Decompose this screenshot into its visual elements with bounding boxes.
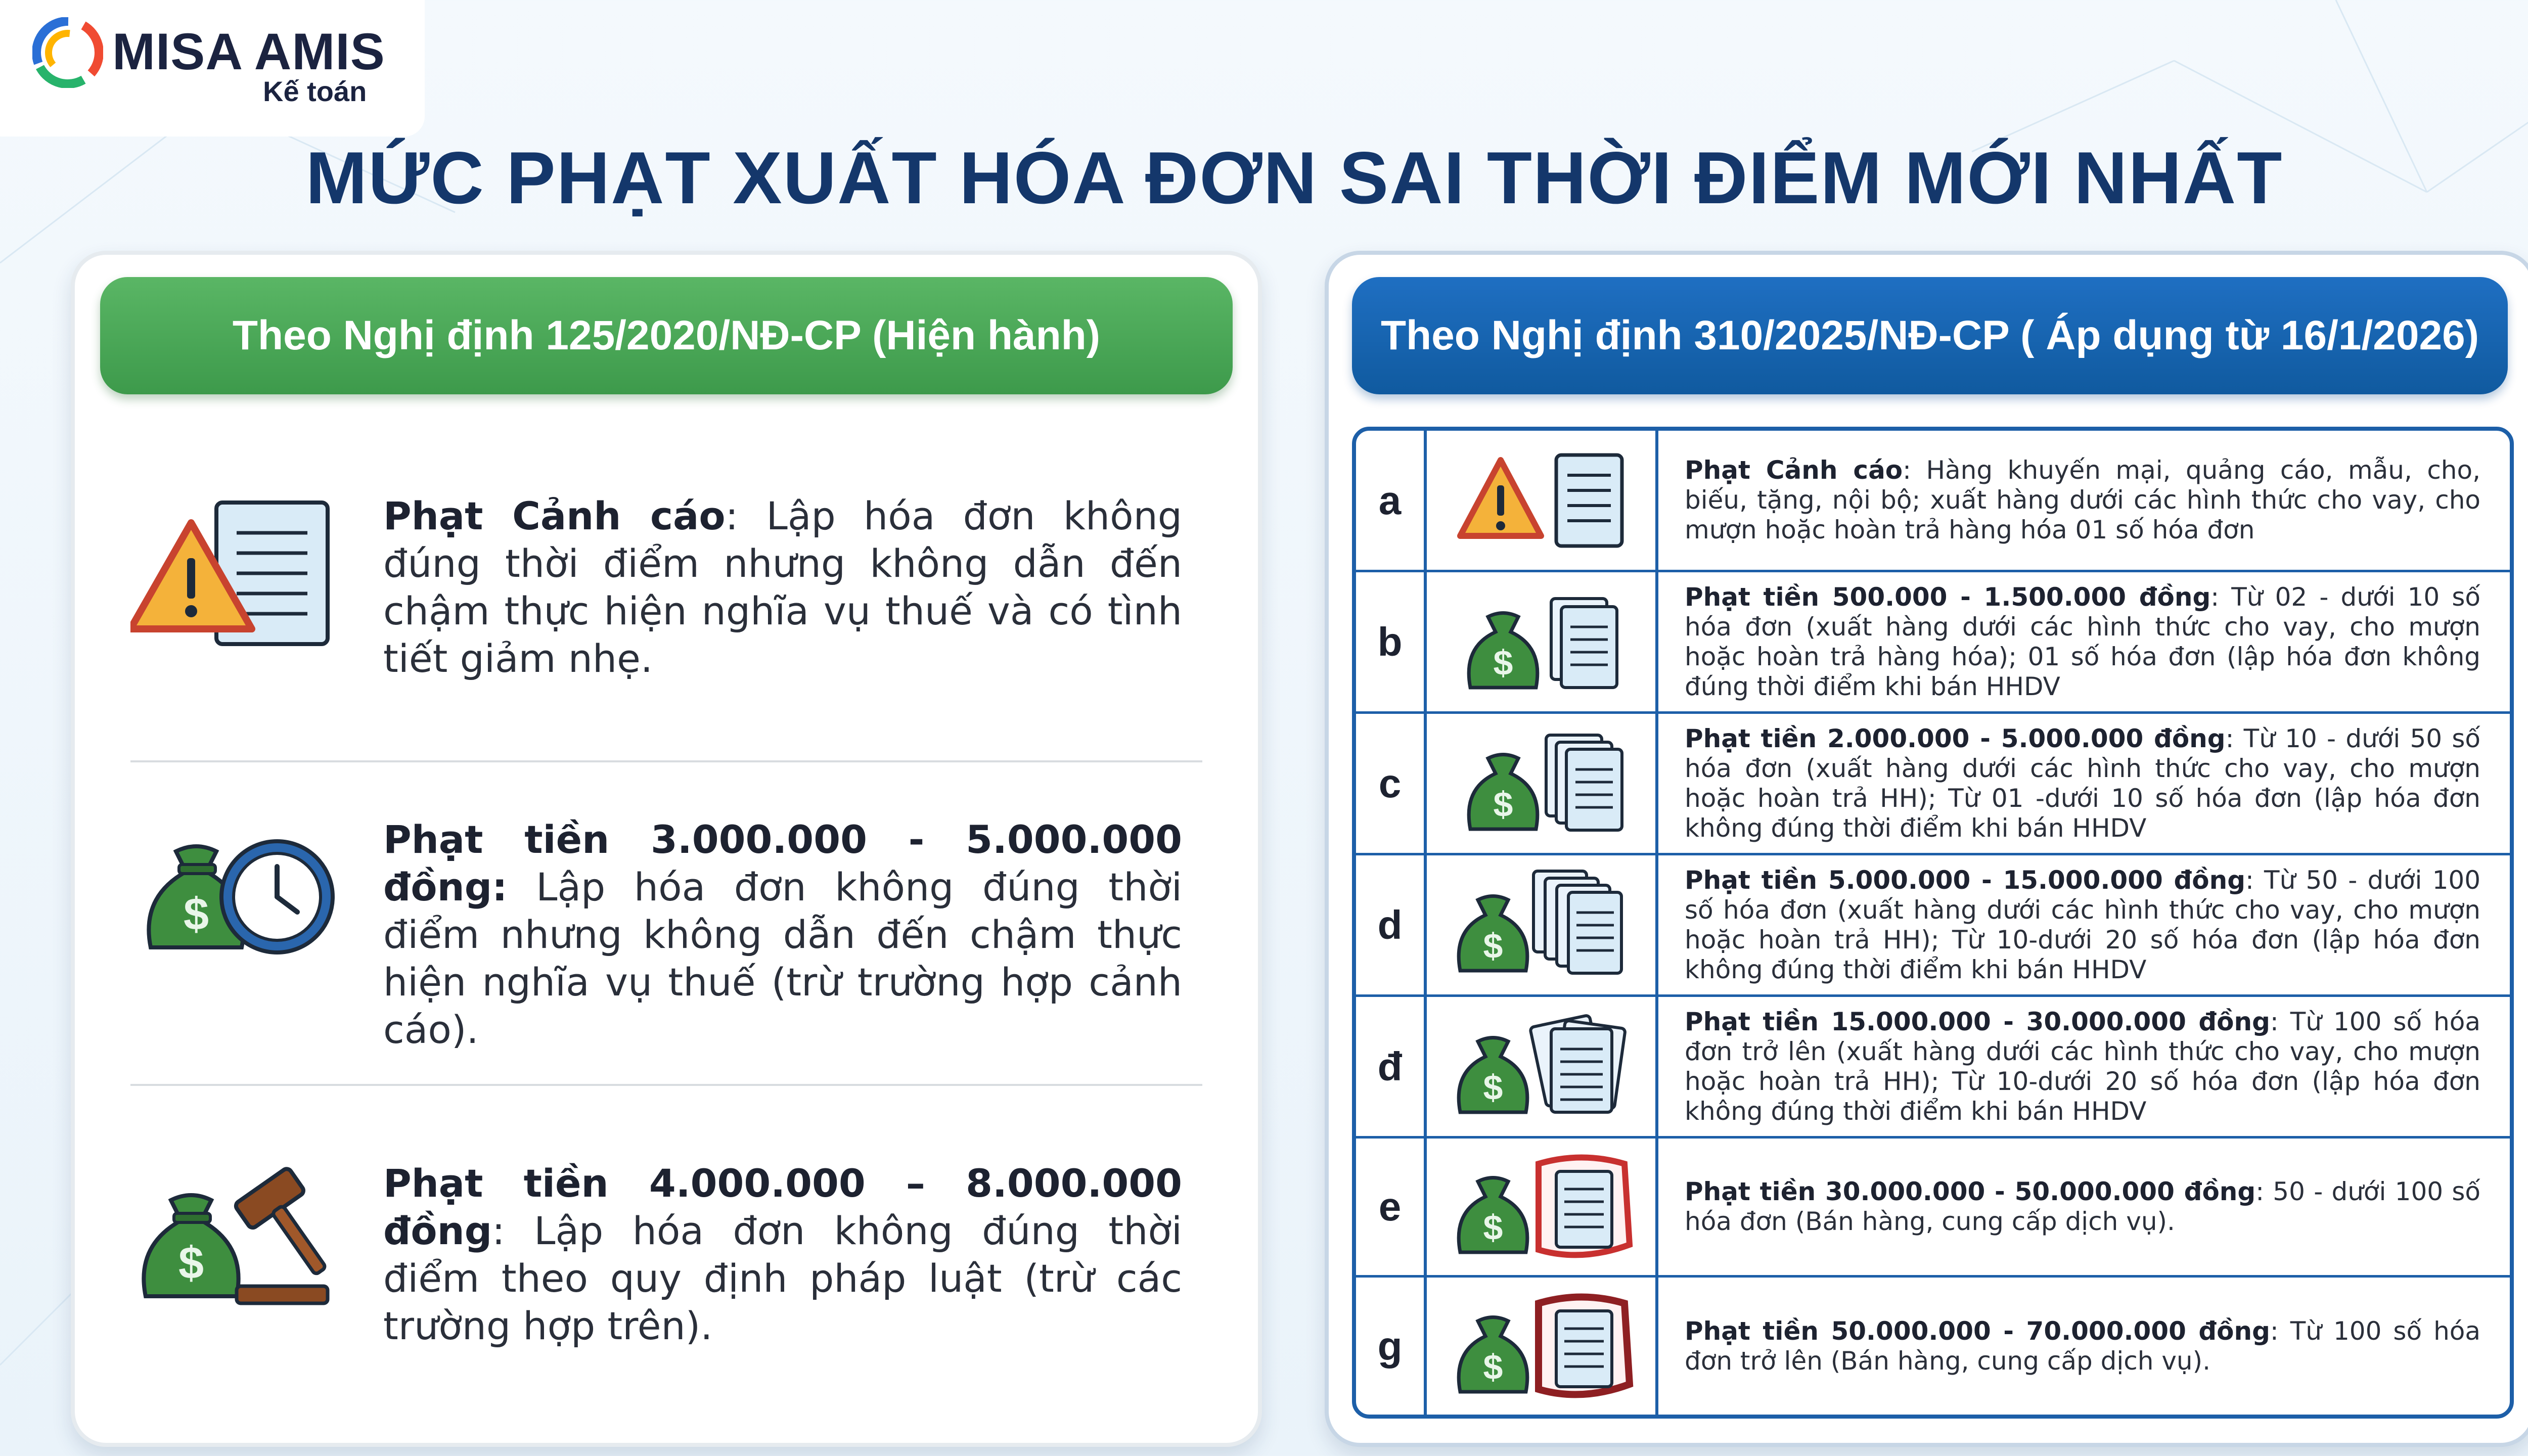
logo <box>0 0 425 136</box>
row-description: Phạt Cảnh cáo: Hàng khuyến mại, quảng cáo, mẫu, cho, biếu, tặng, nội bộ; xuất hàng dưới các hình thức cho vay, cho mượn hoặc hoàn trả hàng hóa 01 số hóa đơn <box>1685 456 2480 544</box>
left-panel-header: Theo Nghị định 125/2020/NĐ-CP (Hiện hành) <box>100 277 1233 394</box>
row-description: Phạt tiền 30.000.000 - 50.000.000 đồng: 50 - dưới 100 số hóa đơn (Bán hàng, cung cấp dịch vụ). <box>1685 1177 2480 1236</box>
table-row <box>1356 714 2510 855</box>
divider <box>130 760 1202 762</box>
left-item-text: Phạt tiền 3.000.000 - 5.000.000 đồng: Lập hóa đơn không đúng thời điểm nhưng không dẫn đến chậm thực hiện nghĩa vụ thuế (trừ trường hợp cảnh cáo). <box>383 817 1182 1052</box>
table-row <box>1356 431 2510 572</box>
warning-document-icon <box>1450 445 1632 556</box>
row-description: Phạt tiền 500.000 - 1.500.000 đồng: Từ 02 - dưới 10 số hóa đơn (xuất hàng dưới các hình thức cho vay, cho mượn hoặc hoàn trả hàng hóa); 01 số hóa đơn (lập hóa đơn không đúng thời điểm khi bán HHDV <box>1685 582 2481 701</box>
table-row <box>1356 855 2510 997</box>
money-bag-documents-icon <box>1450 586 1632 698</box>
svg-text:$: $ <box>178 1238 204 1289</box>
row-letter: e <box>1356 1139 1427 1275</box>
table-row <box>1356 572 2510 714</box>
row-description: Phạt tiền 2.000.000 - 5.000.000 đồng: Từ 10 - dưới 50 số hóa đơn (xuất hàng dưới các hình thức cho vay, cho mượn hoặc hoàn trả HH); Từ 01 -dưới 10 số hóa đơn (lập hóa đơn không đúng thời điểm khi bán HHDV <box>1685 723 2480 843</box>
right-panel-header: Theo Nghị định 310/2025/NĐ-CP ( Áp dụng từ 16/1/2026) <box>1352 277 2508 394</box>
svg-text:$: $ <box>1483 1208 1503 1247</box>
money-bag-documents-red-icon <box>1445 1149 1637 1265</box>
penalty-table <box>1352 427 2514 1419</box>
svg-text:$: $ <box>1483 1347 1503 1387</box>
money-bag-documents-icon <box>1450 728 1632 839</box>
table-row <box>1356 997 2510 1139</box>
row-letter: b <box>1356 572 1427 711</box>
right-panel <box>1325 251 2528 1447</box>
row-letter: a <box>1356 431 1427 570</box>
row-letter: c <box>1356 714 1427 853</box>
svg-text:$: $ <box>1483 1067 1503 1107</box>
row-letter: g <box>1356 1278 1427 1415</box>
money-bag-clock-icon <box>130 821 343 963</box>
row-description: Phạt tiền 5.000.000 - 15.000.000 đồng: Từ 50 - dưới 100 số hóa đơn (xuất hàng dưới các hình thức cho vay, cho mượn hoặc hoàn trả HH); Từ 10-dưới 20 số hóa đơn (lập hóa đơn không đúng thời điểm khi bán HHDV <box>1685 865 2480 984</box>
table-row <box>1356 1278 2510 1415</box>
svg-text:$: $ <box>1493 643 1513 682</box>
svg-text:$: $ <box>183 889 209 940</box>
left-item-text: Phạt tiền 4.000.000 – 8.000.000 đồng: Lập hóa đơn không đúng thời điểm theo quy định pháp luật (trừ các trường hợp trên). <box>383 1161 1182 1348</box>
warning-document-icon <box>130 492 343 654</box>
left-item-text: Phạt Cảnh cáo: Lập hóa đơn không đúng thời điểm nhưng không dẫn đến chậm thực hiện nghĩa vụ thuế và có tình tiết giảm nhẹ. <box>383 493 1182 681</box>
logo-subtitle: Kế toán <box>263 75 367 107</box>
svg-text:$: $ <box>1493 784 1513 824</box>
page-title: MỨC PHẠT XUẤT HÓA ĐƠN SAI THỜI ĐIỂM MỚI NHẤT <box>305 136 2283 219</box>
money-bag-documents-icon <box>1445 1009 1637 1125</box>
misa-logo-icon <box>32 17 103 88</box>
row-letter: d <box>1356 855 1427 994</box>
row-description: Phạt tiền 50.000.000 - 70.000.000 đồng: Từ 100 số hóa đơn trở lên (Bán hàng, cung cấp dịch vụ). <box>1685 1316 2480 1376</box>
table-row <box>1356 1139 2510 1278</box>
left-panel <box>71 251 1262 1447</box>
svg-text:$: $ <box>1483 926 1503 966</box>
divider <box>130 1084 1202 1086</box>
row-description: Phạt tiền 15.000.000 - 30.000.000 đồng: Từ 100 số hóa đơn trở lên (xuất hàng dưới các hình thức cho vay, cho mượn hoặc hoàn trả HH); Từ 10-dưới 20 số hóa đơn (lập hóa đơn không đúng thời điểm khi bán HHDV <box>1685 1007 2480 1126</box>
money-bag-documents-red-icon <box>1445 1288 1637 1404</box>
money-bag-documents-icon <box>1445 867 1637 983</box>
money-bag-gavel-icon <box>130 1160 343 1311</box>
logo-brand: MISA AMIS <box>112 23 385 80</box>
row-letter: đ <box>1356 997 1427 1136</box>
